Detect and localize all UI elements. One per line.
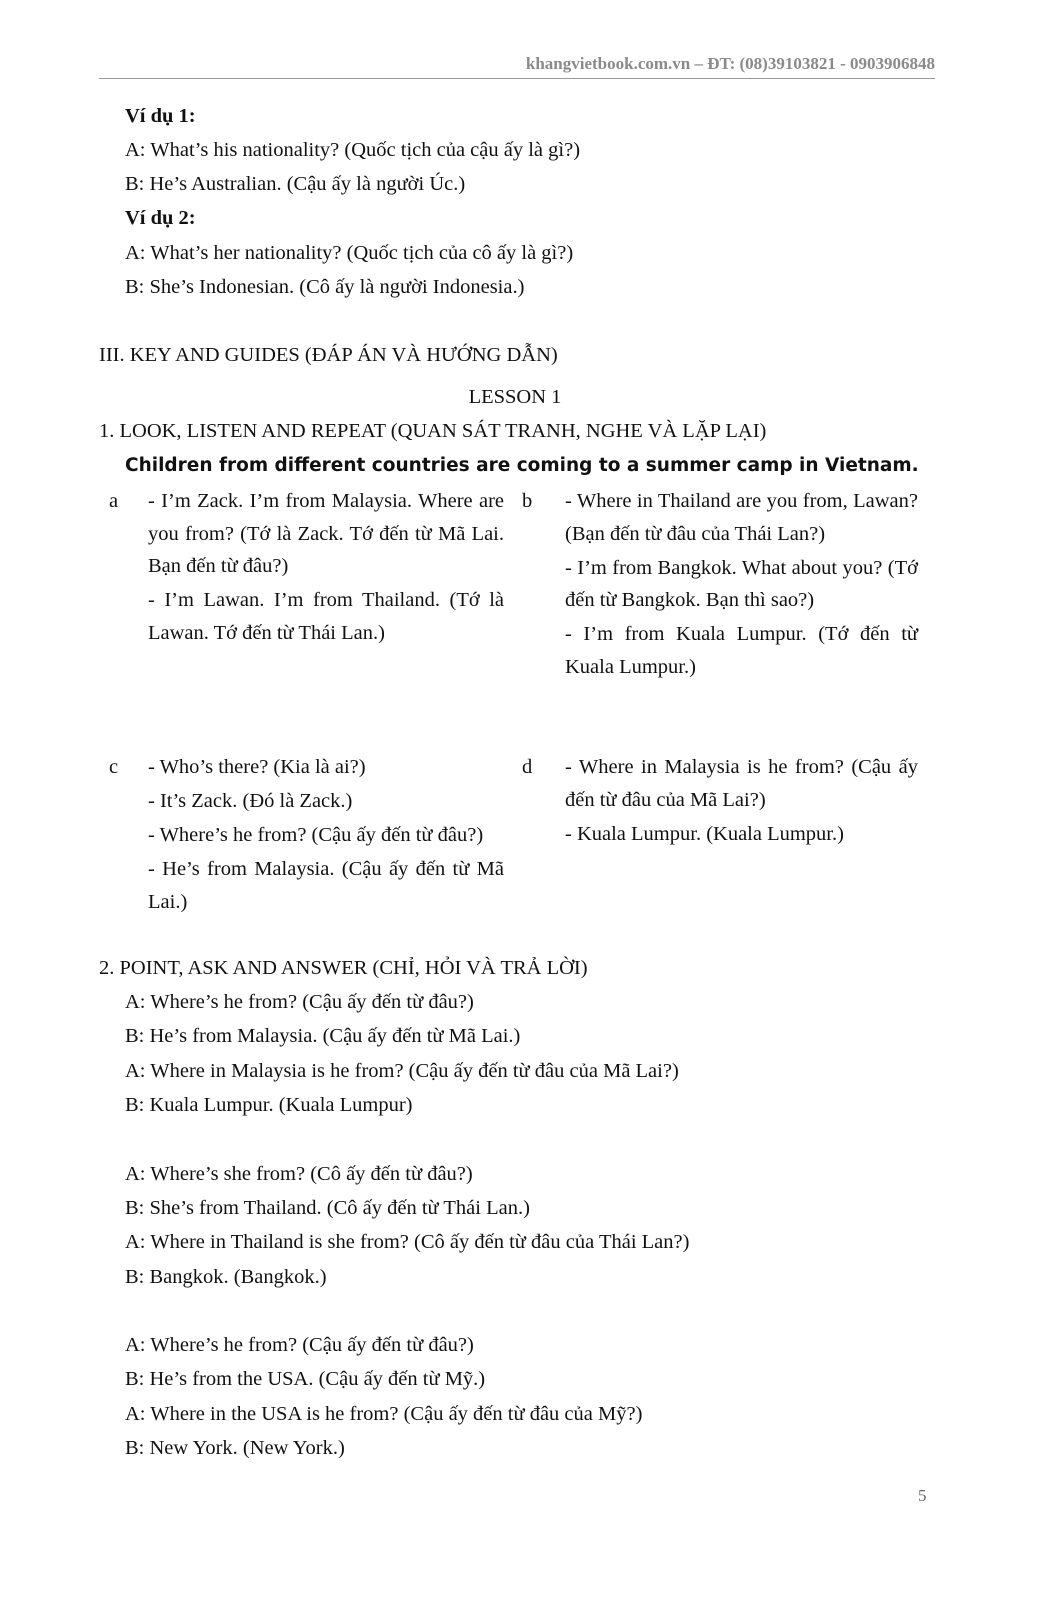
dialogue-b-line: - I’m from Kuala Lumpur. (Tớ đến từ Kuala Lumpur.) — [565, 623, 918, 678]
dialogue-a-line: - I’m Zack. I’m from Malaysia. Where are you from? (Tớ là Zack. Tớ đến từ Mã Lai. Bạn đến từ đâu?) — [148, 490, 504, 577]
dialogue-c-line: - Who’s there? (Kia là ai?) — [148, 756, 366, 778]
dialogue-c — [148, 751, 504, 920]
lesson-title: LESSON 1 — [468, 386, 562, 408]
page-header: khangvietbook.com.vn – ĐT: (08)39103821 - 0903906848 — [525, 54, 935, 73]
dialogue-c-line: - It’s Zack. (Đó là Zack.) — [148, 790, 353, 812]
dialog-1-line: A: Where in Malaysia is he from? (Cậu ấy đến từ đâu của Mã Lai?) — [125, 1060, 679, 1082]
dialogue-letter-c: c — [109, 756, 119, 778]
page-number: 5 — [918, 1486, 927, 1505]
dialogue-a-line: - I’m Lawan. I’m from Thailand. (Tớ là Lawan. Tớ đến từ Thái Lan.) — [148, 589, 504, 644]
dialogue-letter-b: b — [522, 490, 533, 512]
dialog-2-line: A: Where in Thailand is she from? (Cô ấy đến từ đâu của Thái Lan?) — [125, 1231, 690, 1253]
header-divider — [99, 78, 935, 79]
dialog-3-line: A: Where’s he from? (Cậu ấy đến từ đâu?) — [125, 1334, 474, 1356]
dialogue-d — [565, 751, 918, 852]
section-heading: III. KEY AND GUIDES (ĐÁP ÁN VÀ HƯỚNG DẪN) — [99, 344, 558, 366]
dialog-3-line: B: New York. (New York.) — [125, 1437, 345, 1459]
part-2-heading: 2. POINT, ASK AND ANSWER (CHỈ, HỎI VÀ TRẢ LỜI) — [99, 957, 588, 979]
example-2-answer: B: She’s Indonesian. (Cô ấy là người Indonesia.) — [125, 276, 525, 298]
dialogue-d-line: - Where in Malaysia is he from? (Cậu ấy đến từ đâu của Mã Lai?) — [565, 756, 918, 811]
dialogue-b-line: - Where in Thailand are you from, Lawan? (Bạn đến từ đâu của Thái Lan?) — [565, 490, 918, 545]
dialogue-d-line: - Kuala Lumpur. (Kuala Lumpur.) — [565, 822, 844, 845]
dialogue-b-line: - I’m from Bangkok. What about you? (Tớ đến từ Bangkok. Bạn thì sao?) — [565, 556, 918, 611]
dialog-1-line: B: He’s from Malaysia. (Cậu ấy đến từ Mã Lai.) — [125, 1025, 521, 1047]
dialogue-letter-d: d — [522, 756, 533, 778]
example-1-question: A: What’s his nationality? (Quốc tịch của cậu ấy là gì?) — [125, 139, 581, 161]
dialog-3-line: A: Where in the USA is he from? (Cậu ấy đến từ đâu của Mỹ?) — [125, 1403, 643, 1425]
dialog-2-line: B: Bangkok. (Bangkok.) — [125, 1266, 327, 1288]
example-1-answer: B: He’s Australian. (Cậu ấy là người Úc.) — [125, 173, 466, 195]
part-1-heading: 1. LOOK, LISTEN AND REPEAT (QUAN SÁT TRANH, NGHE VÀ LẶP LẠI) — [99, 420, 767, 442]
dialog-3-line: B: He’s from the USA. (Cậu ấy đến từ Mỹ.) — [125, 1368, 486, 1390]
example-1-title: Ví dụ 1: — [125, 105, 196, 127]
dialogue-c-line: - He’s from Malaysia. (Cậu ấy đến từ Mã Lai.) — [148, 858, 504, 913]
dialog-2-line: B: She’s from Thailand. (Cô ấy đến từ Thái Lan.) — [125, 1197, 530, 1219]
dialogue-c-line: - Where’s he from? (Cậu ấy đến từ đâu?) — [148, 824, 484, 846]
example-2-title: Ví dụ 2: — [125, 207, 196, 229]
dialog-1-line: A: Where’s he from? (Cậu ấy đến từ đâu?) — [125, 991, 474, 1013]
dialog-1-line: B: Kuala Lumpur. (Kuala Lumpur) — [125, 1094, 413, 1116]
example-2-question: A: What’s her nationality? (Quốc tịch của cô ấy là gì?) — [125, 242, 574, 264]
dialog-2-line: A: Where’s she from? (Cô ấy đến từ đâu?) — [125, 1163, 473, 1185]
dialogue-letter-a: a — [109, 490, 119, 512]
part-1-intro: Children from different countries are coming to a summer camp in Vietnam. — [125, 455, 919, 476]
dialogue-b — [565, 485, 918, 685]
dialogue-a — [148, 485, 504, 651]
